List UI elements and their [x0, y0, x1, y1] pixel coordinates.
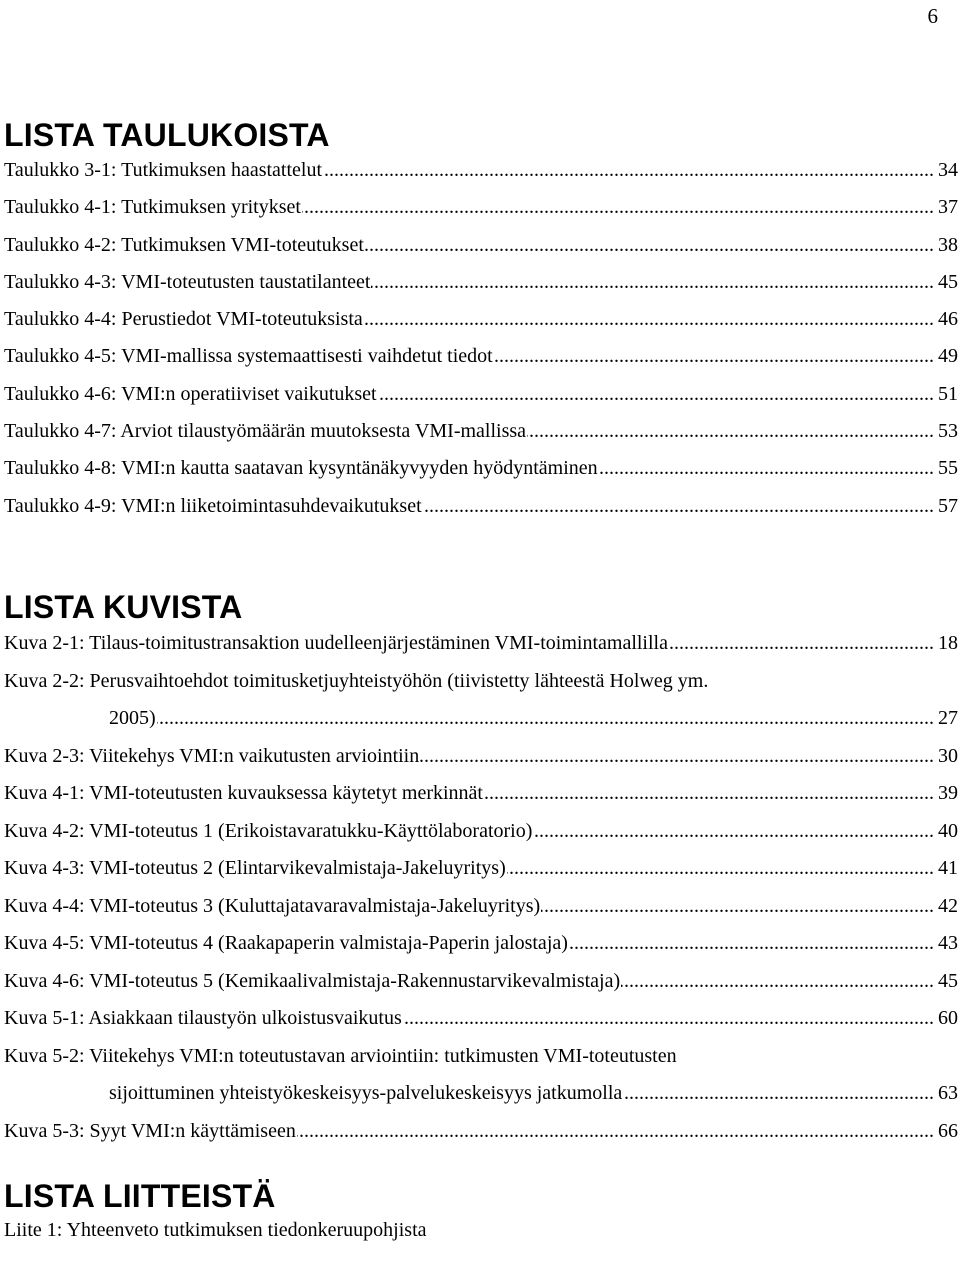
toc-entry-label: Kuva 2-1: Tilaus-toimitustransaktion uudelleenjärjestäminen VMI-toimintamallilla [4, 632, 668, 654]
toc-entry-label: Kuva 2-3: Viitekehys VMI:n vaikutusten arviointiin [4, 744, 420, 767]
toc-entry-label: Taulukko 4-5: VMI-mallissa systemaattisesti vaihdetut tiedot [4, 345, 493, 368]
toc-entry[interactable] [4, 306, 958, 332]
toc-entry-label: Kuva 4-1: VMI-toteutusten kuvauksessa käytetyt merkinnät [4, 782, 483, 804]
toc-entry[interactable] [4, 780, 958, 806]
toc-entry[interactable] [4, 818, 958, 844]
toc-entry[interactable] [4, 893, 958, 919]
toc-entry[interactable] [4, 418, 958, 444]
toc-entry-page: 55 [934, 455, 958, 481]
appendices-heading: LISTA LIITTEISTÄ [4, 1178, 276, 1214]
toc-entry-label: Taulukko 4-4: Perustiedot VMI-toteutuksista [4, 308, 363, 331]
toc-entry-label: Taulukko 3-1: Tutkimuksen haastattelut [4, 159, 323, 181]
toc-entry-label: Taulukko 4-3: VMI-toteutusten taustatilanteet [4, 270, 371, 293]
toc-entry-label-continued: sijoittuminen yhteistyökeskeisyys-palvelukeskeisyys jatkumolla [109, 1082, 623, 1104]
toc-entry[interactable] [4, 157, 958, 183]
toc-entry-label: Taulukko 4-2: Tutkimuksen VMI-toteutukset [4, 233, 364, 256]
figures-list [4, 630, 958, 1155]
toc-entry-page: 37 [934, 194, 958, 220]
toc-entry[interactable] [4, 381, 958, 407]
toc-entry-label: Kuva 5-3: Syyt VMI:n käyttämiseen [4, 1119, 296, 1142]
toc-entry-page: 51 [934, 381, 958, 407]
toc-entry-page: 49 [934, 343, 958, 369]
toc-entry-page: 41 [934, 855, 958, 881]
toc-entry[interactable] [4, 194, 958, 220]
page-number: 6 [927, 4, 938, 28]
toc-entry[interactable] [4, 455, 958, 481]
toc-entry[interactable] [4, 855, 958, 881]
toc-entry-page: 53 [934, 418, 958, 444]
toc-entry-page: 66 [934, 1118, 958, 1144]
toc-entry-page: 46 [934, 306, 958, 332]
toc-entry-page: 63 [934, 1080, 958, 1106]
toc-entry-page: 57 [934, 493, 958, 519]
toc-entry-page: 40 [934, 818, 958, 844]
toc-entry-label: Taulukko 4-1: Tutkimuksen yritykset [4, 196, 301, 219]
toc-entry[interactable] [4, 1005, 958, 1031]
toc-entry[interactable] [4, 930, 958, 956]
toc-entry[interactable] [4, 1118, 958, 1144]
toc-entry-page: 38 [934, 232, 958, 258]
toc-entry[interactable] [4, 232, 958, 258]
toc-entry[interactable] [4, 1217, 958, 1243]
toc-entry-page: 45 [934, 968, 958, 994]
toc-entry[interactable] [4, 493, 958, 519]
toc-entry-label: Kuva 2-2: Perusvaihtoehdot toimitusketjuyhteistyöhön (tiivistetty lähteestä Holweg ym. [4, 669, 709, 692]
toc-entry-page: 27 [934, 705, 958, 731]
toc-entry-label: Kuva 4-6: VMI-toteutus 5 (Kemikaalivalmistaja-Rakennustarvikevalmistaja) [4, 969, 621, 992]
toc-entry-page: 42 [934, 893, 958, 919]
toc-entry-label: Kuva 5-2: Viitekehys VMI:n toteutustavan arviointiin: tutkimusten VMI-toteutusten [4, 1044, 677, 1067]
toc-entry[interactable] [4, 343, 958, 369]
appendices-list [4, 1217, 958, 1243]
toc-entry-label: Taulukko 4-7: Arviot tilaustyömäärän muutoksesta VMI-mallissa [4, 420, 527, 443]
toc-entry-page: 43 [934, 930, 958, 956]
toc-entry-label: Kuva 4-4: VMI-toteutus 3 (Kuluttajatavaravalmistaja-Jakeluyritys) [4, 894, 541, 917]
toc-entry-label: Kuva 4-2: VMI-toteutus 1 (Erikoistavaratukku-Käyttölaboratorio) [4, 819, 533, 842]
toc-entry-label: Kuva 4-5: VMI-toteutus 4 (Raakapaperin valmistaja-Paperin jalostaja) [4, 932, 568, 954]
toc-entry[interactable] [4, 668, 958, 732]
tables-heading: LISTA TAULUKOISTA [4, 117, 330, 153]
toc-entry-page: 30 [934, 743, 958, 769]
toc-entry[interactable] [4, 743, 958, 769]
tables-list [4, 157, 958, 530]
toc-entry-label: Kuva 4-3: VMI-toteutus 2 (Elintarvikevalmistaja-Jakeluyritys) [4, 857, 506, 879]
toc-entry-label-continued: 2005) [109, 707, 156, 729]
toc-entry[interactable] [4, 968, 958, 994]
toc-entry-label: Taulukko 4-6: VMI:n operatiiviset vaikutukset [4, 382, 377, 405]
toc-entry-label: Kuva 5-1: Asiakkaan tilaustyön ulkoistusvaikutus [4, 1007, 402, 1029]
toc-entry-label: Taulukko 4-8: VMI:n kautta saatavan kysyntänäkyvyyden hyödyntäminen [4, 457, 598, 480]
toc-entry-page: 18 [934, 630, 958, 656]
figures-heading: LISTA KUVISTA [4, 589, 243, 625]
toc-entry-page: 45 [934, 269, 958, 295]
toc-entry[interactable] [4, 630, 958, 656]
toc-entry-page: 34 [934, 157, 958, 183]
toc-entry-page: 39 [934, 780, 958, 806]
toc-entry[interactable] [4, 1043, 958, 1107]
toc-entry[interactable] [4, 269, 958, 295]
toc-entry-label: Liite 1: Yhteenveto tutkimuksen tiedonkeruupohjista [4, 1219, 427, 1241]
toc-entry-page: 60 [934, 1005, 958, 1031]
toc-entry-label: Taulukko 4-9: VMI:n liiketoimintasuhdevaikutukset [4, 494, 422, 517]
